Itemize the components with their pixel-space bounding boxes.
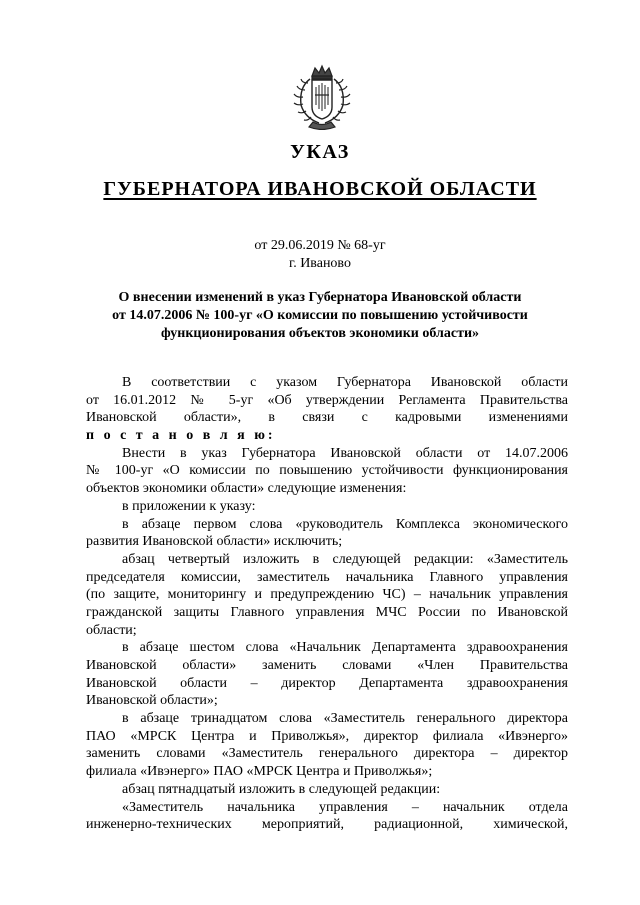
coat-of-arms-emblem bbox=[291, 63, 353, 130]
decree-city: г. Иваново bbox=[289, 256, 351, 271]
body-line: филиала «Ивэнерго» ПАО «МРСК Центра и Приволжья»; bbox=[86, 764, 433, 780]
body-line: инженерно-технических мероприятий, радиационной, химической, bbox=[86, 817, 568, 833]
subject-line: О внесении изменений в указ Губернатора Ивановской области bbox=[118, 290, 522, 305]
body-line: № 100-уг «О комиссии по повышению устойчивости функционирования bbox=[86, 463, 568, 479]
body-line: развития Ивановской области» исключить; bbox=[86, 534, 343, 550]
body-line: Ивановской области» заменить словами «Член Правительства bbox=[86, 658, 568, 673]
body-line: заменить словами «Заместитель генерального директора – директор bbox=[86, 746, 568, 762]
body-line: В соответствии с указом Губернатора Ивановской области bbox=[122, 375, 568, 390]
body-line: абзац четвертый изложить в следующей редакции: «Заместитель bbox=[122, 551, 568, 567]
body-line: Ивановской области»; bbox=[86, 693, 218, 709]
body-line: в абзаце шестом слова «Начальник Департамента здравоохранения bbox=[122, 640, 568, 656]
subject-line: от 14.07.2006 № 100-уг «О комиссии по повышению устойчивости bbox=[112, 308, 528, 323]
issuer-title-text: ГУБЕРНАТОРА ИВАНОВСКОЙ ОБЛАСТИ bbox=[103, 178, 537, 200]
body-line: в абзаце первом слова «руководитель Комплекса экономического bbox=[122, 516, 568, 532]
body-line: «Заместитель начальника управления – начальник отдела bbox=[122, 799, 568, 815]
decree-body bbox=[86, 374, 568, 834]
body-line: области; bbox=[86, 622, 137, 638]
decree-date-number: от 29.06.2019 № 68-уг bbox=[254, 238, 386, 253]
decree-subject bbox=[0, 289, 640, 343]
body-line: Внести в указ Губернатора Ивановской области от 14.07.2006 bbox=[122, 445, 568, 461]
body-line: Ивановской области – директор Департамента здравоохранения bbox=[86, 675, 568, 691]
body-line: объектов экономики области» следующие изменения: bbox=[86, 481, 407, 497]
body-line: абзац пятнадцатый изложить в следующей редакции: bbox=[122, 781, 441, 797]
subject-line: функционирования объектов экономики области» bbox=[160, 326, 480, 341]
body-line: (по защите, мониторингу и предупреждению ЧС) – начальник управления bbox=[86, 587, 568, 603]
body-line: в абзаце тринадцатом слова «Заместитель генерального директора bbox=[122, 711, 568, 727]
document-type-title: УКАЗ bbox=[290, 141, 350, 163]
body-line: в приложении к указу: bbox=[122, 498, 256, 514]
body-line: Ивановской области», в связи с кадровыми изменениями bbox=[86, 410, 568, 426]
body-line: от 16.01.2012 № 5-уг «Об утверждении Регламента Правительства bbox=[86, 392, 568, 408]
body-line: ПАО «МРСК Центра и Приволжья», директор филиала «Ивэнерго» bbox=[86, 728, 568, 744]
body-line-decree-word: п о с т а н о в л я ю: bbox=[86, 428, 276, 444]
body-line: председателя комиссии, заместитель начальника Главного управления bbox=[86, 569, 568, 585]
issuer-title bbox=[0, 177, 640, 201]
body-line: гражданской защиты Главного управления МЧС России по Ивановской bbox=[86, 604, 568, 620]
